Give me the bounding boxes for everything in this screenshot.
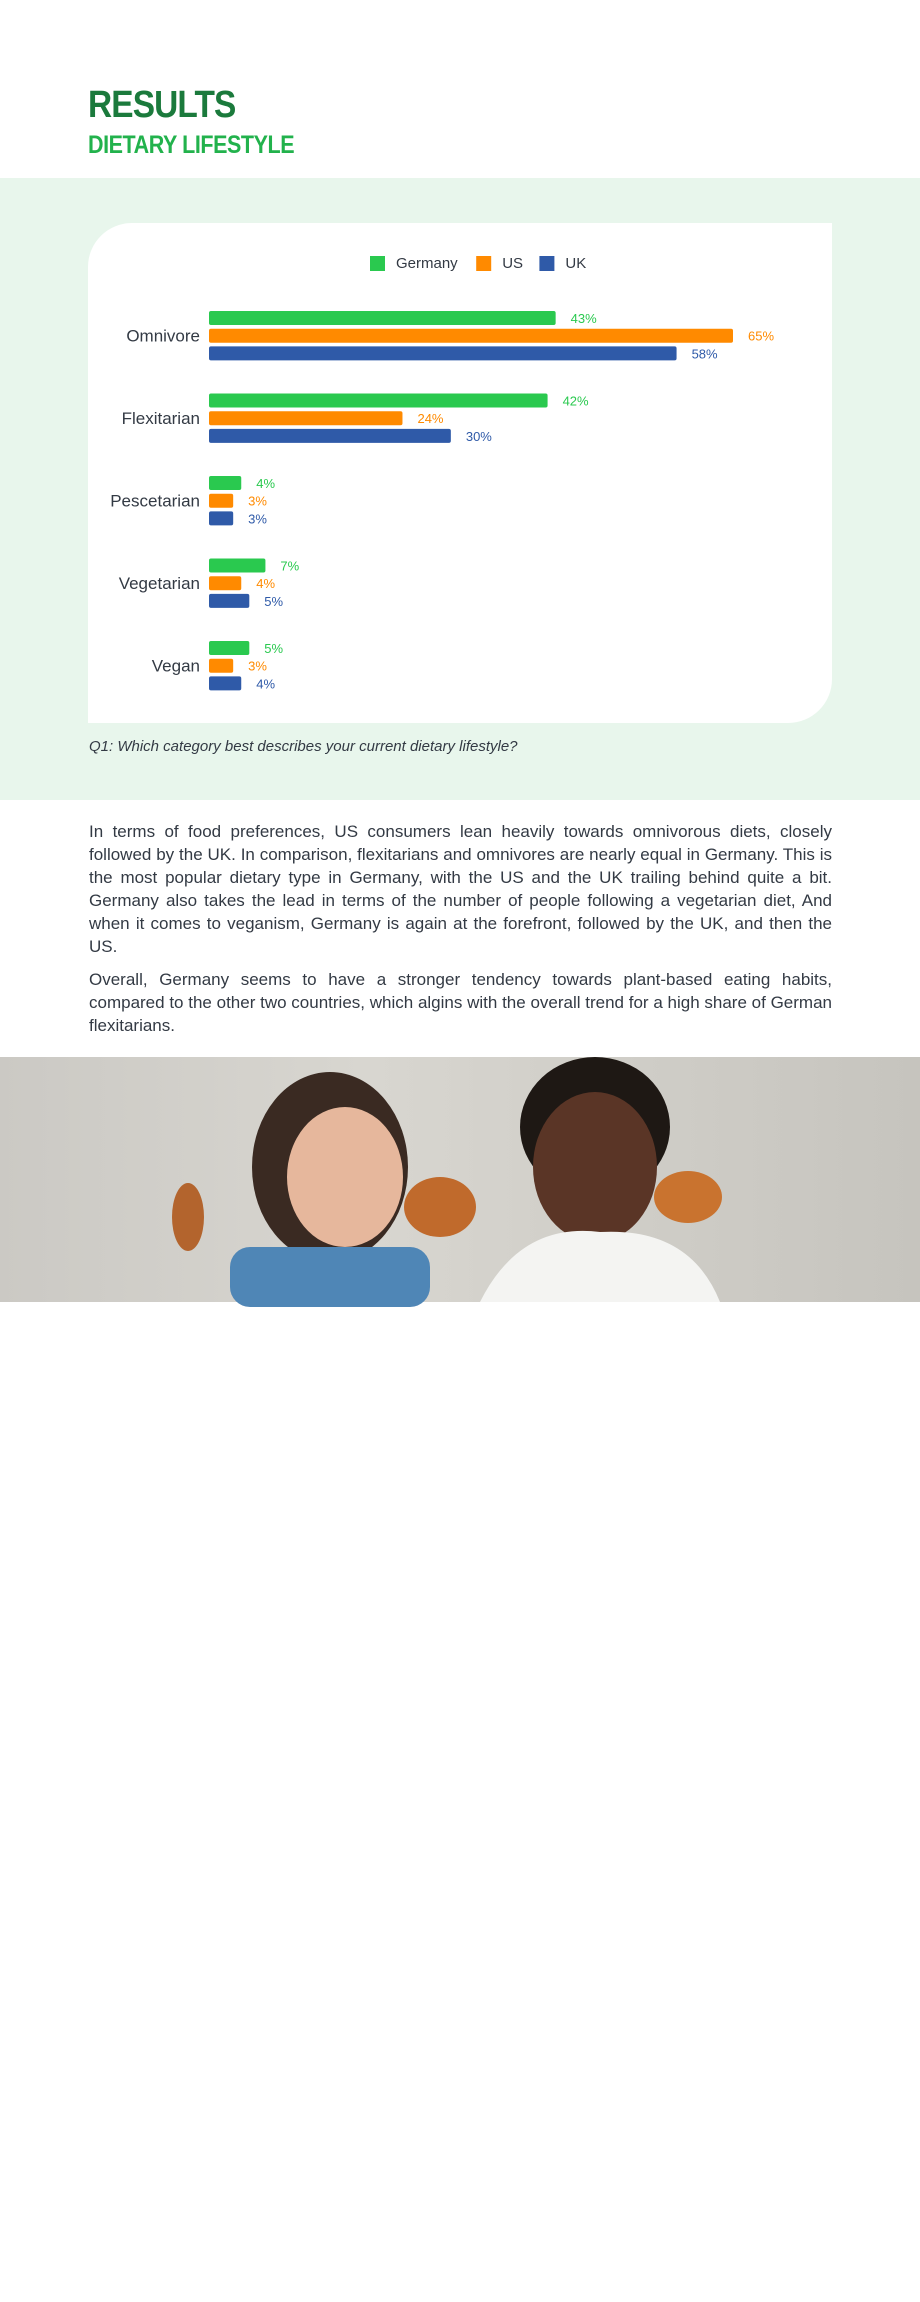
bar-us-vegan [209, 659, 233, 673]
category-label: Flexitarian [121, 409, 200, 429]
data-label: 3% [248, 493, 267, 509]
chart-card [88, 223, 832, 723]
bar-us-pescetarian [209, 494, 233, 508]
body-text [89, 820, 832, 1047]
bar-uk-flexitarian [209, 429, 451, 443]
data-label: 3% [248, 511, 267, 527]
legend-label-uk: UK [565, 255, 587, 272]
right-person-shirt [480, 1231, 720, 1302]
category-label: Vegan [151, 656, 200, 676]
data-label: 42% [562, 393, 589, 409]
burger-icon [172, 1183, 204, 1251]
category-label: Omnivore [126, 326, 200, 346]
data-label: 65% [748, 328, 775, 344]
right-person-face [533, 1092, 657, 1242]
bar-germany-flexitarian [209, 394, 548, 408]
bar-uk-pescetarian [209, 511, 233, 525]
data-label: 3% [248, 658, 267, 674]
bar-us-vegetarian [209, 576, 241, 590]
data-label: 7% [280, 558, 300, 574]
data-label: 30% [465, 428, 492, 444]
section-subtitle: DIETARY LIFESTYLE [88, 131, 295, 159]
data-label: 24% [417, 411, 444, 427]
paragraph-1: In terms of food preferences, US consumers lean heavily towards omnivorous diets, closely followed by the UK. In comparison, flexitarians and omnivores are nearly equal in Germany. This is the most popular dietary type in Germany, with the US and the UK trailing behind quite a bit. Germany also takes the lead in terms of the number of people following a vegetarian diet, And when it comes to veganism, Germany is again at the forefront, followed by the UK, and then the US. [89, 822, 832, 956]
page-number: 3 [855, 2285, 864, 2302]
data-label: 5% [264, 593, 284, 609]
data-label: 43% [570, 311, 597, 326]
bar-germany-vegan [209, 641, 249, 655]
paragraph-2: Overall, Germany seems to have a stronger tendency towards plant-based eating habits, compared to the other two countries, which algins with the overall trend for a high share of German flexitarians. [89, 970, 832, 1035]
bar-uk-vegan [209, 676, 241, 690]
legend-label-us: US [502, 255, 524, 272]
data-label: 4% [256, 576, 276, 592]
bar-germany-vegetarian [209, 559, 265, 573]
legend-swatch-germany [370, 256, 385, 271]
bar-uk-vegetarian [209, 594, 249, 608]
category-label: Pescetarian [110, 491, 200, 511]
chart-caption: Q1: Which category best describes your current dietary lifestyle? [89, 738, 518, 755]
legend-label-germany: Germany [396, 255, 458, 272]
bar-us-omnivore [209, 329, 733, 343]
burger-icon [654, 1171, 722, 1223]
bar-us-flexitarian [209, 411, 402, 425]
data-label: 4% [256, 476, 276, 491]
photo-illustration [0, 1057, 920, 1302]
data-label: 4% [256, 676, 276, 692]
page-title: RESULTS [88, 84, 236, 126]
data-label: 5% [264, 641, 284, 656]
bar-germany-pescetarian [209, 476, 241, 490]
legend-swatch-us [476, 256, 491, 271]
category-label: Vegetarian [118, 574, 200, 594]
burger-icon [404, 1177, 476, 1237]
bar-uk-omnivore [209, 346, 677, 360]
legend-swatch-uk [539, 256, 554, 271]
left-person-shirt [230, 1247, 430, 1307]
data-label: 58% [691, 346, 718, 362]
bar-chart [88, 223, 832, 723]
left-person-face [287, 1107, 403, 1247]
bar-germany-omnivore [209, 311, 556, 325]
photo-banner [0, 1057, 920, 2302]
